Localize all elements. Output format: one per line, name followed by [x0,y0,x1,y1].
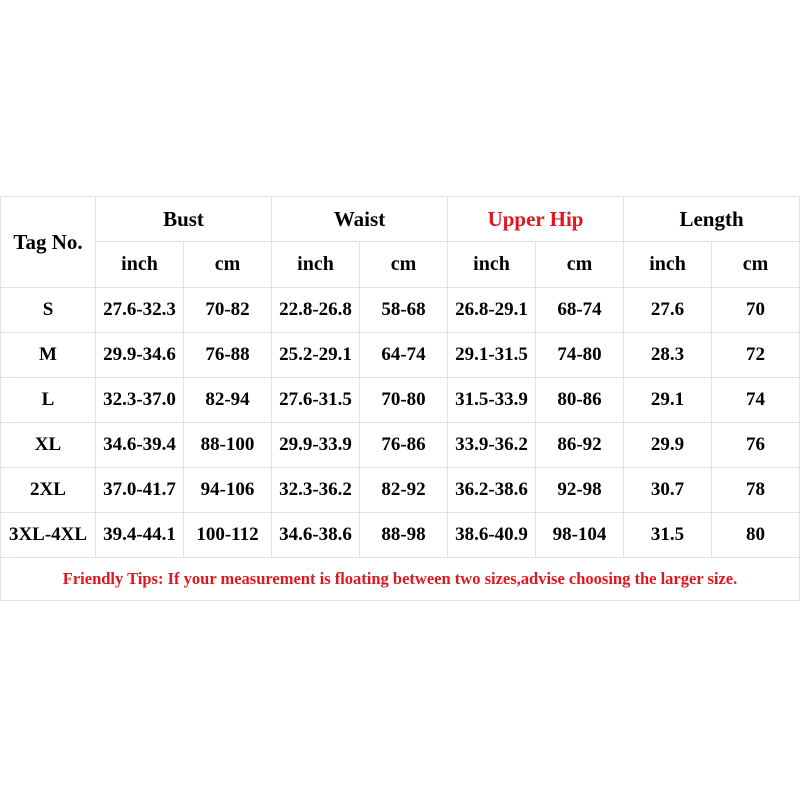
size-row [1,288,800,333]
friendly-tips: Friendly Tips: If your measurement is floating between two sizes,advise choosing the larger size. [1,558,800,601]
measurement-cell: 33.9-36.2 [448,423,536,468]
size-tag-cell: 3XL-4XL [1,513,96,558]
measurement-cell: 92-98 [536,468,624,513]
waist-header: Waist [272,197,448,242]
measurement-cell: 74 [712,378,800,423]
size-tag-cell: S [1,288,96,333]
tips-row [1,558,800,601]
unit-header: cm [536,242,624,288]
measurement-cell: 31.5 [624,513,712,558]
measurement-cell: 82-92 [360,468,448,513]
measurement-cell: 26.8-29.1 [448,288,536,333]
upper-hip-header: Upper Hip [448,197,624,242]
measurement-cell: 98-104 [536,513,624,558]
unit-header: cm [184,242,272,288]
measurement-cell: 39.4-44.1 [96,513,184,558]
measurement-cell: 76 [712,423,800,468]
size-row [1,468,800,513]
measurement-cell: 34.6-38.6 [272,513,360,558]
bust-header: Bust [96,197,272,242]
unit-header: inch [96,242,184,288]
measurement-cell: 27.6-32.3 [96,288,184,333]
size-row [1,513,800,558]
measurement-cell: 34.6-39.4 [96,423,184,468]
size-tag-cell: 2XL [1,468,96,513]
measurement-cell: 64-74 [360,333,448,378]
unit-header: inch [448,242,536,288]
measurement-cell: 28.3 [624,333,712,378]
size-tag-cell: XL [1,423,96,468]
measurement-cell: 32.3-37.0 [96,378,184,423]
measurement-cell: 70 [712,288,800,333]
measurement-cell: 37.0-41.7 [96,468,184,513]
measurement-cell: 74-80 [536,333,624,378]
measurement-cell: 76-88 [184,333,272,378]
measurement-cell: 88-98 [360,513,448,558]
measurement-cell: 36.2-38.6 [448,468,536,513]
measurement-cell: 29.9-34.6 [96,333,184,378]
measurement-cell: 29.1 [624,378,712,423]
measurement-cell: 29.9-33.9 [272,423,360,468]
unit-header: inch [624,242,712,288]
measurement-group-row [1,197,800,242]
measurement-cell: 68-74 [536,288,624,333]
measurement-cell: 29.1-31.5 [448,333,536,378]
measurement-cell: 94-106 [184,468,272,513]
measurement-cell: 32.3-36.2 [272,468,360,513]
tag-no-header: Tag No. [1,197,96,288]
measurement-cell: 70-80 [360,378,448,423]
size-row [1,423,800,468]
measurement-cell: 22.8-26.8 [272,288,360,333]
measurement-cell: 29.9 [624,423,712,468]
measurement-cell: 86-92 [536,423,624,468]
measurement-cell: 58-68 [360,288,448,333]
unit-header: cm [360,242,448,288]
measurement-cell: 38.6-40.9 [448,513,536,558]
unit-header: inch [272,242,360,288]
measurement-cell: 27.6 [624,288,712,333]
measurement-cell: 78 [712,468,800,513]
measurement-cell: 76-86 [360,423,448,468]
length-header: Length [624,197,800,242]
size-row [1,378,800,423]
measurement-cell: 80-86 [536,378,624,423]
measurement-cell: 25.2-29.1 [272,333,360,378]
measurement-cell: 27.6-31.5 [272,378,360,423]
measurement-cell: 70-82 [184,288,272,333]
measurement-cell: 88-100 [184,423,272,468]
measurement-cell: 82-94 [184,378,272,423]
measurement-cell: 72 [712,333,800,378]
measurement-cell: 31.5-33.9 [448,378,536,423]
measurement-cell: 30.7 [624,468,712,513]
measurement-cell: 100-112 [184,513,272,558]
unit-row [1,242,800,288]
size-chart-table [0,196,800,601]
measurement-cell: 80 [712,513,800,558]
size-row [1,333,800,378]
size-tag-cell: M [1,333,96,378]
size-tag-cell: L [1,378,96,423]
unit-header: cm [712,242,800,288]
